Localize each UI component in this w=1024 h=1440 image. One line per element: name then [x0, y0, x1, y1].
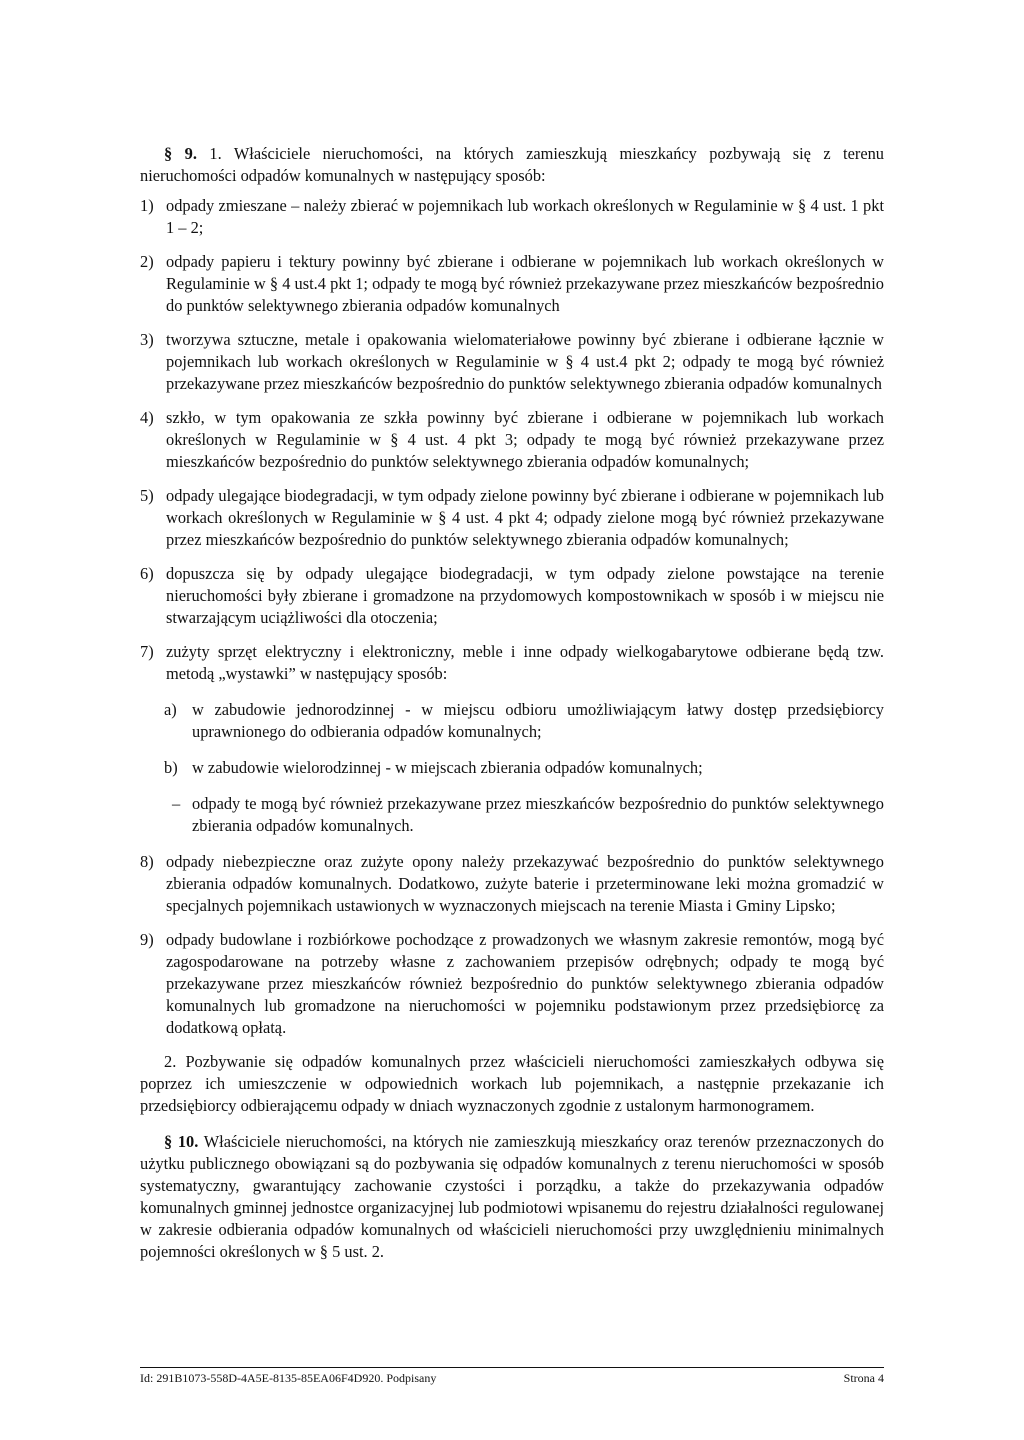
list-item: [140, 329, 884, 395]
list-item-text: zużyty sprzęt elektryczny i elektroniczny, meble i inne odpady wielkogabarytowe odbierane będą tzw. metodą „wystawki” w następujący sposób:: [166, 642, 884, 683]
section-9-list: [140, 195, 884, 1039]
document-body: [140, 143, 884, 1263]
sub-list-item: [140, 757, 884, 779]
section-sign: §: [164, 1132, 173, 1151]
list-item: [140, 929, 884, 1039]
section-9-paragraph-1: [140, 143, 884, 187]
paragraph-text: Właściciele nieruchomości, na których nie zamieszkują mieszkańcy oraz terenów przeznaczonych do użytku publicznego obowiązani są do pozbywania się odpadów komunalnych z terenu nieruchomości w sposób systematyczny, gwarantujący zachowanie czystości i porządku, a także do przekazywania odpadów komunalnych gminnej jednostce organizacyjnej lub podmiotowi wpisanemu do rejestru działalności regulowanej w zakresie odbierania odpadów komunalnych od właścicieli nieruchomości przy uwzględnieniu minimalnych pojemności określonych w § 5 ust. 2.: [140, 1132, 884, 1261]
list-item-number: 8): [140, 852, 154, 871]
list-item-number: 3): [140, 330, 154, 349]
sub-list-item-letter: b): [164, 758, 178, 777]
list-item-text: odpady budowlane i rozbiórkowe pochodzące z prowadzonych we własnym zakresie remontów, mogą być zagospodarowane na potrzeby własne z zachowaniem przepisów odrębnych; odpady te mogą być przekazywane przez mieszkańców również bezpośrednio do punktów selektywnego zbierania odpadów komunalnych lub gromadzone na nieruchomości w pojemniku podstawionym przez przedsiębiorcę za dodatkową opłatą.: [166, 930, 884, 1037]
dash-list-item: [140, 793, 884, 837]
page-footer: [140, 1367, 884, 1386]
document-id: Id: 291B1073-558D-4A5E-8135-85EA06F4D920. Podpisany: [140, 1371, 437, 1385]
list-item-text: odpady niebezpieczne oraz zużyte opony należy przekazywać bezpośrednio do punktów selektywnego zbierania odpadów komunalnych. Dodatkowo, zużyte baterie i przeterminowane leki można gromadzić w specjalnych pojemnikach ustawionych w wyznaczonych miejscach na terenie Miasta i Gminy Lipsko;: [166, 852, 884, 915]
sub-list-item-letter: a): [164, 700, 177, 719]
list-item: [140, 563, 884, 629]
sub-list-item: [140, 699, 884, 743]
section-10-paragraph: [140, 1131, 884, 1263]
list-item-number: 9): [140, 930, 154, 949]
list-item-number: 7): [140, 642, 154, 661]
list-item: [140, 641, 884, 685]
list-item-number: 5): [140, 486, 154, 505]
page-number: Strona 4: [843, 1371, 884, 1385]
list-item: [140, 851, 884, 917]
section-9-paragraph-2: 2. Pozbywanie się odpadów komunalnych przez właścicieli nieruchomości zamieszkałych odbywa się poprzez ich umieszczenie w odpowiednich workach lub pojemnikach, a następnie przekazanie ich przedsiębiorcy odbierającemu odpady w dniach wyznaczonych zgodnie z ustalonym harmonogramem.: [140, 1052, 884, 1115]
list-item-text: odpady ulegające biodegradacji, w tym odpady zielone powinny być zbierane i odbierane w pojemnikach lub workach określonych w Regulaminie w § 4 ust. 4 pkt 4; odpady zielone mogą być również przekazywane przez mieszkańców bezpośrednio do punktów selektywnego zbierania odpadów komunalnych;: [166, 486, 884, 549]
section-sign: §: [164, 144, 173, 163]
sub-list-item-text: w zabudowie jednorodzinnej - w miejscu odbioru umożliwiającym łatwy dostęp przedsiębiorcy uprawnionego do odbierania odpadów komunalnych;: [192, 700, 884, 741]
list-item-text: tworzywa sztuczne, metale i opakowania wielomateriałowe powinny być zbierane i odbierane łącznie w pojemnikach lub workach określonych w Regulaminie w § 4 ust.4 pkt 2; odpady te mogą być również przekazywane przez mieszkańców bezpośrednio do punktów selektywnego zbierania odpadów komunalnych: [166, 330, 884, 393]
list-item-text: odpady papieru i tektury powinny być zbierane i odbierane w pojemnikach lub workach określonych w Regulaminie w § 4 ust.4 pkt 1; odpady te mogą być również przekazywane przez mieszkańców bezpośrednio do punktów selektywnego zbierania odpadów komunalnych: [166, 252, 884, 315]
list-item-number: 1): [140, 196, 154, 215]
list-item-text: dopuszcza się by odpady ulegające biodegradacji, w tym odpady zielone powstające na terenie nieruchomości były zbierane i gromadzone na przydomowych kompostownikach w sposób i w miejscu nie stwarzającym uciążliwości dla otoczenia;: [166, 564, 884, 627]
sub-list-item-text: w zabudowie wielorodzinnej - w miejscach zbierania odpadów komunalnych;: [192, 758, 703, 777]
list-item-number: 2): [140, 252, 154, 271]
list-item: [140, 407, 884, 473]
paragraph-number: 1.: [209, 144, 222, 163]
list-item-number: 4): [140, 408, 154, 427]
paragraph-text: Właściciele nieruchomości, na których zamieszkują mieszkańcy pozbywają się z terenu nieruchomości odpadów komunalnych w następujący sposób:: [140, 144, 885, 185]
section-number: 10.: [177, 1132, 199, 1151]
section-number: 9.: [184, 144, 197, 163]
list-item: [140, 485, 884, 551]
dash-list-item-text: odpady te mogą być również przekazywane przez mieszkańców bezpośrednio do punktów selektywnego zbierania odpadów komunalnych.: [192, 794, 884, 835]
list-item: [140, 251, 884, 317]
list-item: [140, 195, 884, 239]
list-item-number: 6): [140, 564, 154, 583]
dash-marker: –: [172, 794, 181, 813]
list-item-text: szkło, w tym opakowania ze szkła powinny być zbierane i odbierane w pojemnikach lub workach określonych w Regulaminie w § 4 ust. 4 pkt 3; odpady te mogą być również przekazywane przez mieszkańców bezpośrednio do punktów selektywnego zbierania odpadów komunalnych;: [166, 408, 884, 471]
list-item-text: odpady zmieszane – należy zbierać w pojemnikach lub workach określonych w Regulaminie w § 4 ust. 1 pkt 1 – 2;: [166, 196, 884, 237]
